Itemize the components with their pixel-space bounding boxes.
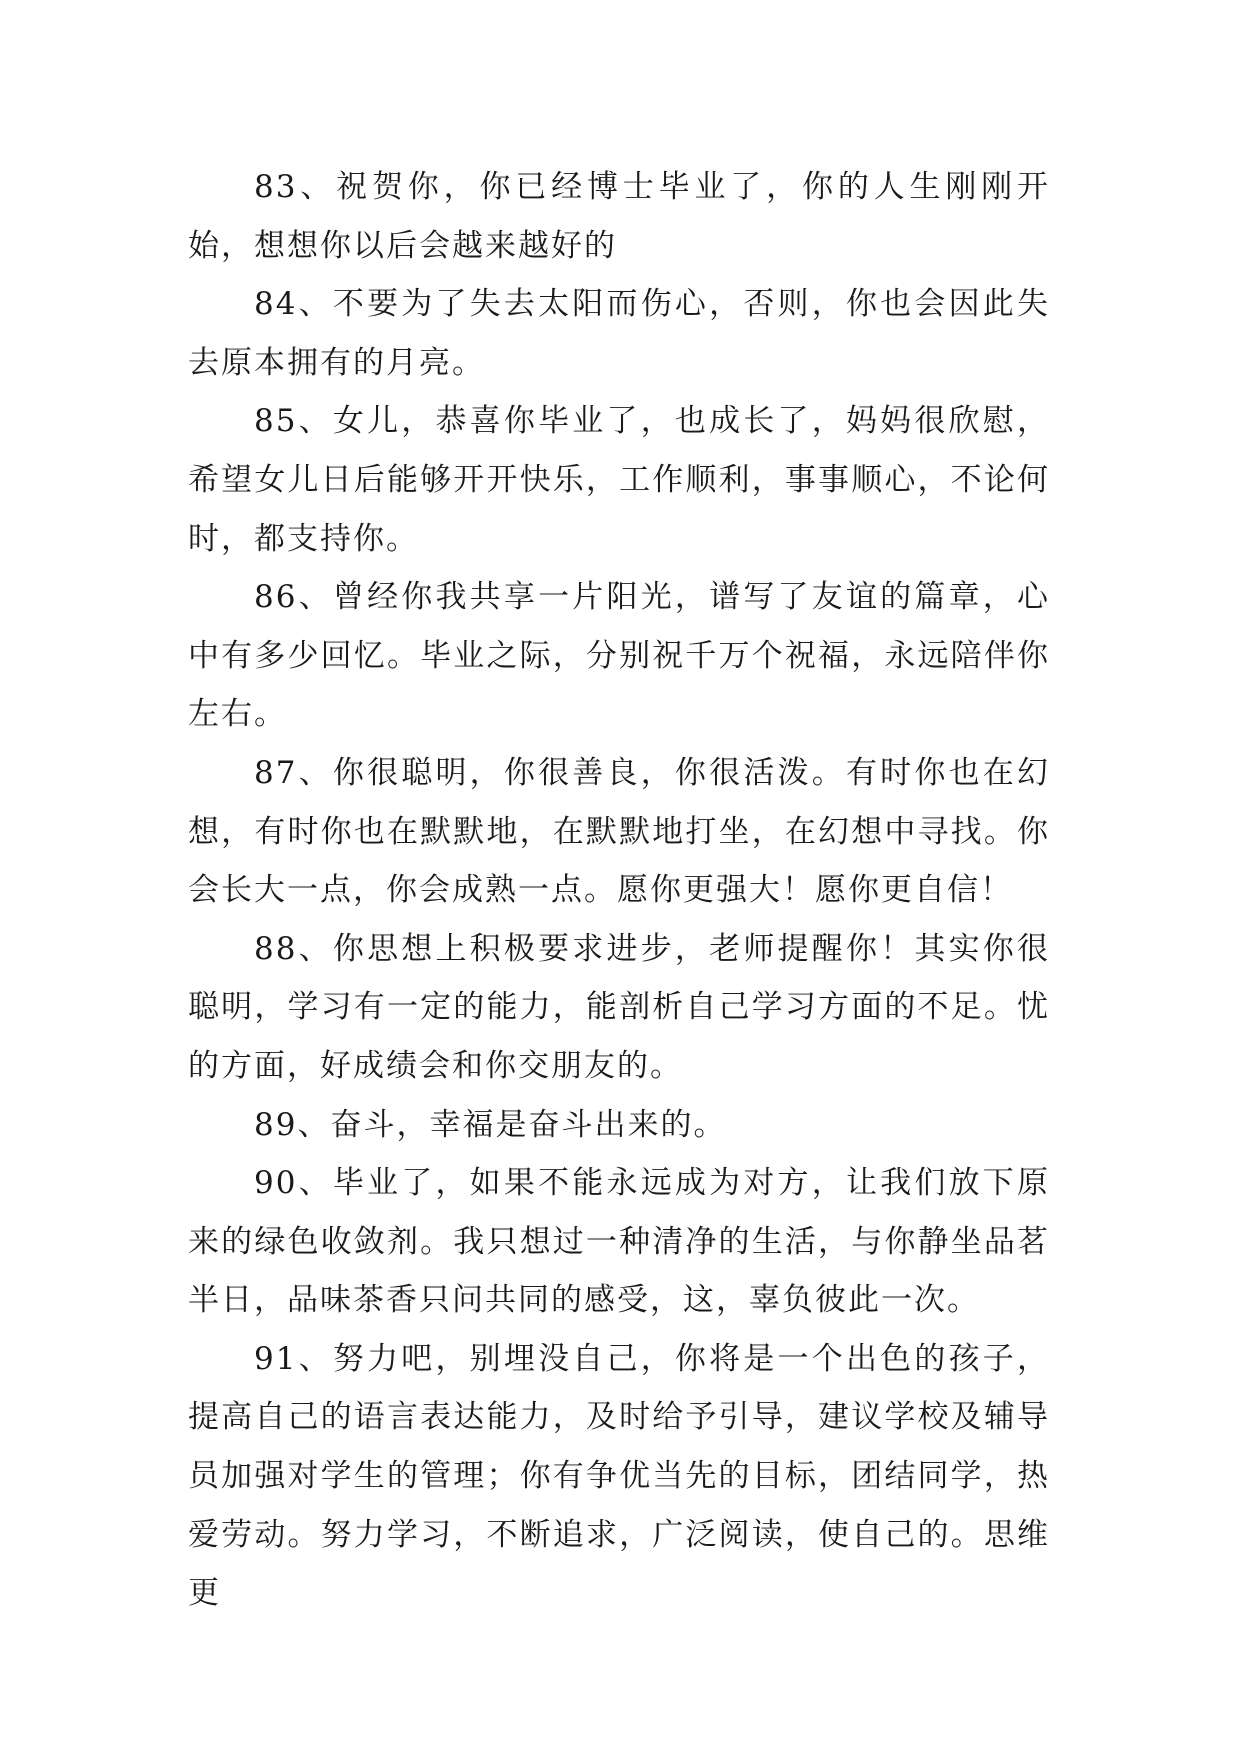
document-body bbox=[188, 158, 1050, 1623]
paragraph-86: 86、曾经你我共享一片阳光，谱写了友谊的篇章，心中有多少回忆。毕业之际，分别祝千万个祝福，永远陪伴你左右。 bbox=[188, 579, 1050, 733]
paragraph-84: 84、不要为了失去太阳而伤心，否则，你也会因此失去原本拥有的月亮。 bbox=[188, 286, 1050, 381]
paragraph-88: 88、你思想上积极要求进步，老师提醒你！其实你很聪明，学习有一定的能力，能剖析自己学习方面的不足。忧的方面，好成绩会和你交朋友的。 bbox=[188, 930, 1050, 1084]
paragraph-89: 89、奋斗，幸福是奋斗出来的。 bbox=[254, 1106, 727, 1143]
paragraph-83: 83、祝贺你，你已经博士毕业了，你的人生刚刚开始，想想你以后会越来越好的 bbox=[188, 169, 1050, 264]
paragraph-90: 90、毕业了，如果不能永远成为对方，让我们放下原来的绿色收敛剂。我只想过一种清净的生活，与你静坐品茗半日，品味茶香只问共同的感受，这，辜负彼此一次。 bbox=[188, 1165, 1050, 1319]
paragraph-91: 91、努力吧，别埋没自己，你将是一个出色的孩子，提高自己的语言表达能力，及时给予引导，建议学校及辅导员加强对学生的管理；你有争优当先的目标，团结同学，热爱劳动。努力学习，不断追求，广泛阅读，使自己的。思维更 bbox=[188, 1340, 1050, 1612]
paragraph-87: 87、你很聪明，你很善良，你很活泼。有时你也在幻想，有时你也在默默地，在默默地打坐，在幻想中寻找。你会长大一点，你会成熟一点。愿你更强大！愿你更自信！ bbox=[188, 754, 1050, 909]
paragraph-85: 85、女儿，恭喜你毕业了，也成长了，妈妈很欣慰，希望女儿日后能够开开快乐，工作顺利，事事顺心，不论何时，都支持你。 bbox=[188, 403, 1050, 557]
